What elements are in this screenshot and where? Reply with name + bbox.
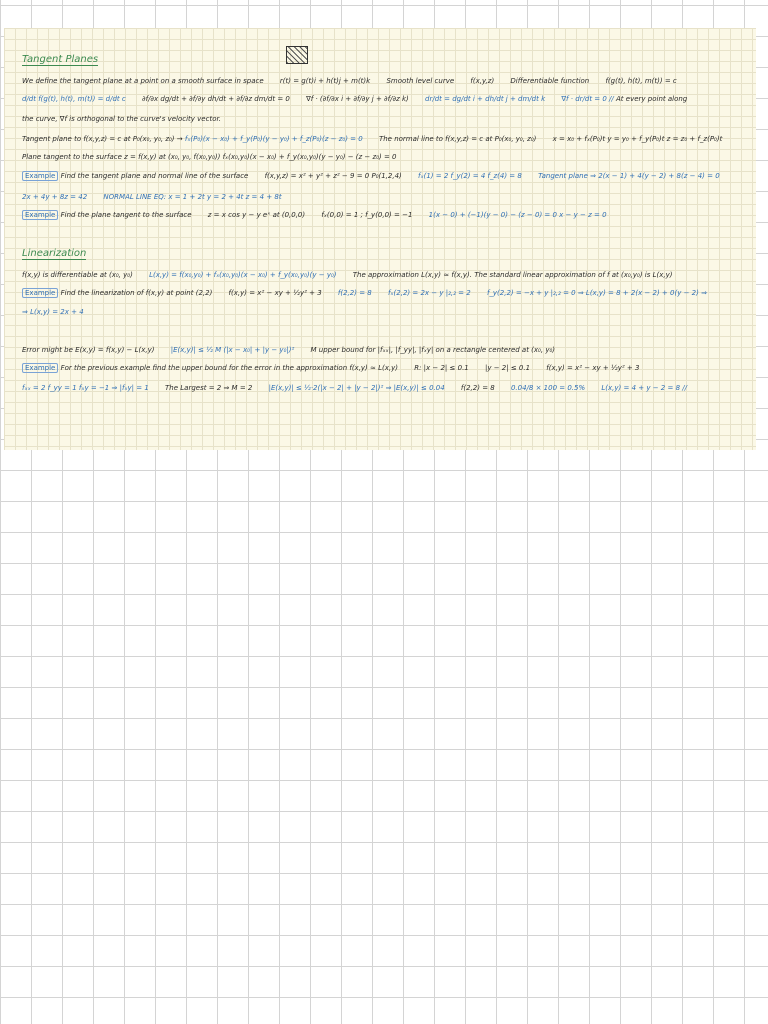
line-chain-rule: d/dt f(g(t), h(t), m(t)) = d/dt c ∂f/∂x dg/dt + ∂f/∂y dh/dt + ∂f/∂z dm/dt = 0 ∇f · (∂f/∂x i + ∂f/∂y j + ∂f/∂z k) dr/dt = dg/dt i + dh/dt j + dm/dt k ∇f · dr/dt = 0 // At every point along — [22, 95, 688, 103]
line-definition: We define the tangent plane at a point on a smooth surface in space r(t) = g(t)i + h(t)j + m(t)k Smooth level curve f(x,y,z) Differentiable function f(g(t), h(t), m(t)) = c — [22, 77, 677, 85]
line-example-1: Example Find the tangent plane and normal line of the surface f(x,y,z) = x² + y² + z² − 9 = 0 P₀(1,2,4) fₓ(1) = 2 f_y(2) = 4 f_z(4) = 8 Tangent plane ⇒ 2(x − 1) + 4(y − 2) + 8(z − 4) = 0 — [22, 171, 720, 181]
line-example-2: Example Find the plane tangent to the surface z = x cos y − y eˣ at (0,0,0) fₓ(0,0) = 1 ; f_y(0,0) = −1 1(x − 0) + (−1)(y − 0) − (z − 0) = 0 x − y − z = 0 — [22, 210, 607, 220]
section-title-tangent-planes: Tangent Planes — [22, 54, 99, 65]
line-example-3-answer: ⇒ L(x,y) = 2x + 4 — [22, 308, 84, 316]
section-title-linearization: Linearization — [22, 248, 87, 259]
line-example-4: Example For the previous example find the upper bound for the error in the approximation f(x,y) ≈ L(x,y) R: |x − 2| ≤ 0.1 |y − 2| ≤ 0.1 f(x,y) = x² − xy + ½y² + 3 — [22, 363, 639, 373]
notes-sheet — [4, 28, 756, 450]
example-label: Example — [22, 210, 58, 220]
line-tangent-plane-formula: Tangent plane to f(x,y,z) = c at P₀(x₀, y₀, z₀) → fₓ(P₀)(x − x₀) + f_y(P₀)(y − y₀) + f_z(P₀)(z − z₀) = 0 The normal line to f(x,y,z) = c at P₀(x₀, y₀, z₀) x = x₀ + fₓ(P₀)t y = y₀ + f_y(P₀)t z = z₀ + f_z(P₀)t — [22, 135, 723, 143]
example-label: Example — [22, 363, 58, 373]
example-label: Example — [22, 288, 58, 298]
line-orthogonal: the curve, ∇f is orthogonal to the curve's velocity vector. — [22, 115, 221, 123]
hatched-box — [286, 46, 308, 64]
line-example-4-answer: fₓₓ = 2 f_yy = 1 fₓy = −1 ⇒ |fₓy| = 1 The Largest = 2 ⇒ M = 2 |E(x,y)| ≤ ½·2(|x − 2| + |y − 2|)² ⇒ |E(x,y)| ≤ 0.04 f(2,2) = 8 0.04/8 × 100 = 0.5% L(x,y) = 4 + y − 2 = 8 // — [22, 384, 687, 392]
line-example-3: Example Find the linearization of f(x,y) at point (2,2) f(x,y) = x² − xy + ½y² + 3 f(2,2) = 8 fₓ(2,2) = 2x − y |₂,₂ = 2 f_y(2,2) = −x + y |₂,₂ = 0 ⇒ L(x,y) = 8 + 2(x − 2) + 0(y − 2) ⇒ — [22, 288, 707, 298]
line-example-1-answer: 2x + 4y + 8z = 42 NORMAL LINE EQ: x = 1 + 2t y = 2 + 4t z = 4 + 8t — [22, 193, 282, 201]
line-linearization-def: f(x,y) is differentiable at (x₀, y₀) L(x,y) = f(x₀,y₀) + fₓ(x₀,y₀)(x − x₀) + f_y(x₀,y₀)(y − y₀) The approximation L(x,y) ≈ f(x,y). The standard linear approximation of f at (x₀,y₀) is L(x,y) — [22, 271, 673, 279]
line-plane-tangent-surface: Plane tangent to the surface z = f(x,y) at (x₀, y₀, f(x₀,y₀)) fₓ(x₀,y₀)(x − x₀) + f_y(x₀,y₀)(y − y₀) − (z − z₀) = 0 — [22, 153, 397, 161]
line-error-def: Error might be E(x,y) = f(x,y) − L(x,y) |E(x,y)| ≤ ½ M (|x − x₀| + |y − y₀|)² M upper bound for |fₓₓ|, |f_yy|, |fₓy| on a rectangle centered at (x₀, y₀) — [22, 346, 555, 354]
example-label: Example — [22, 171, 58, 181]
